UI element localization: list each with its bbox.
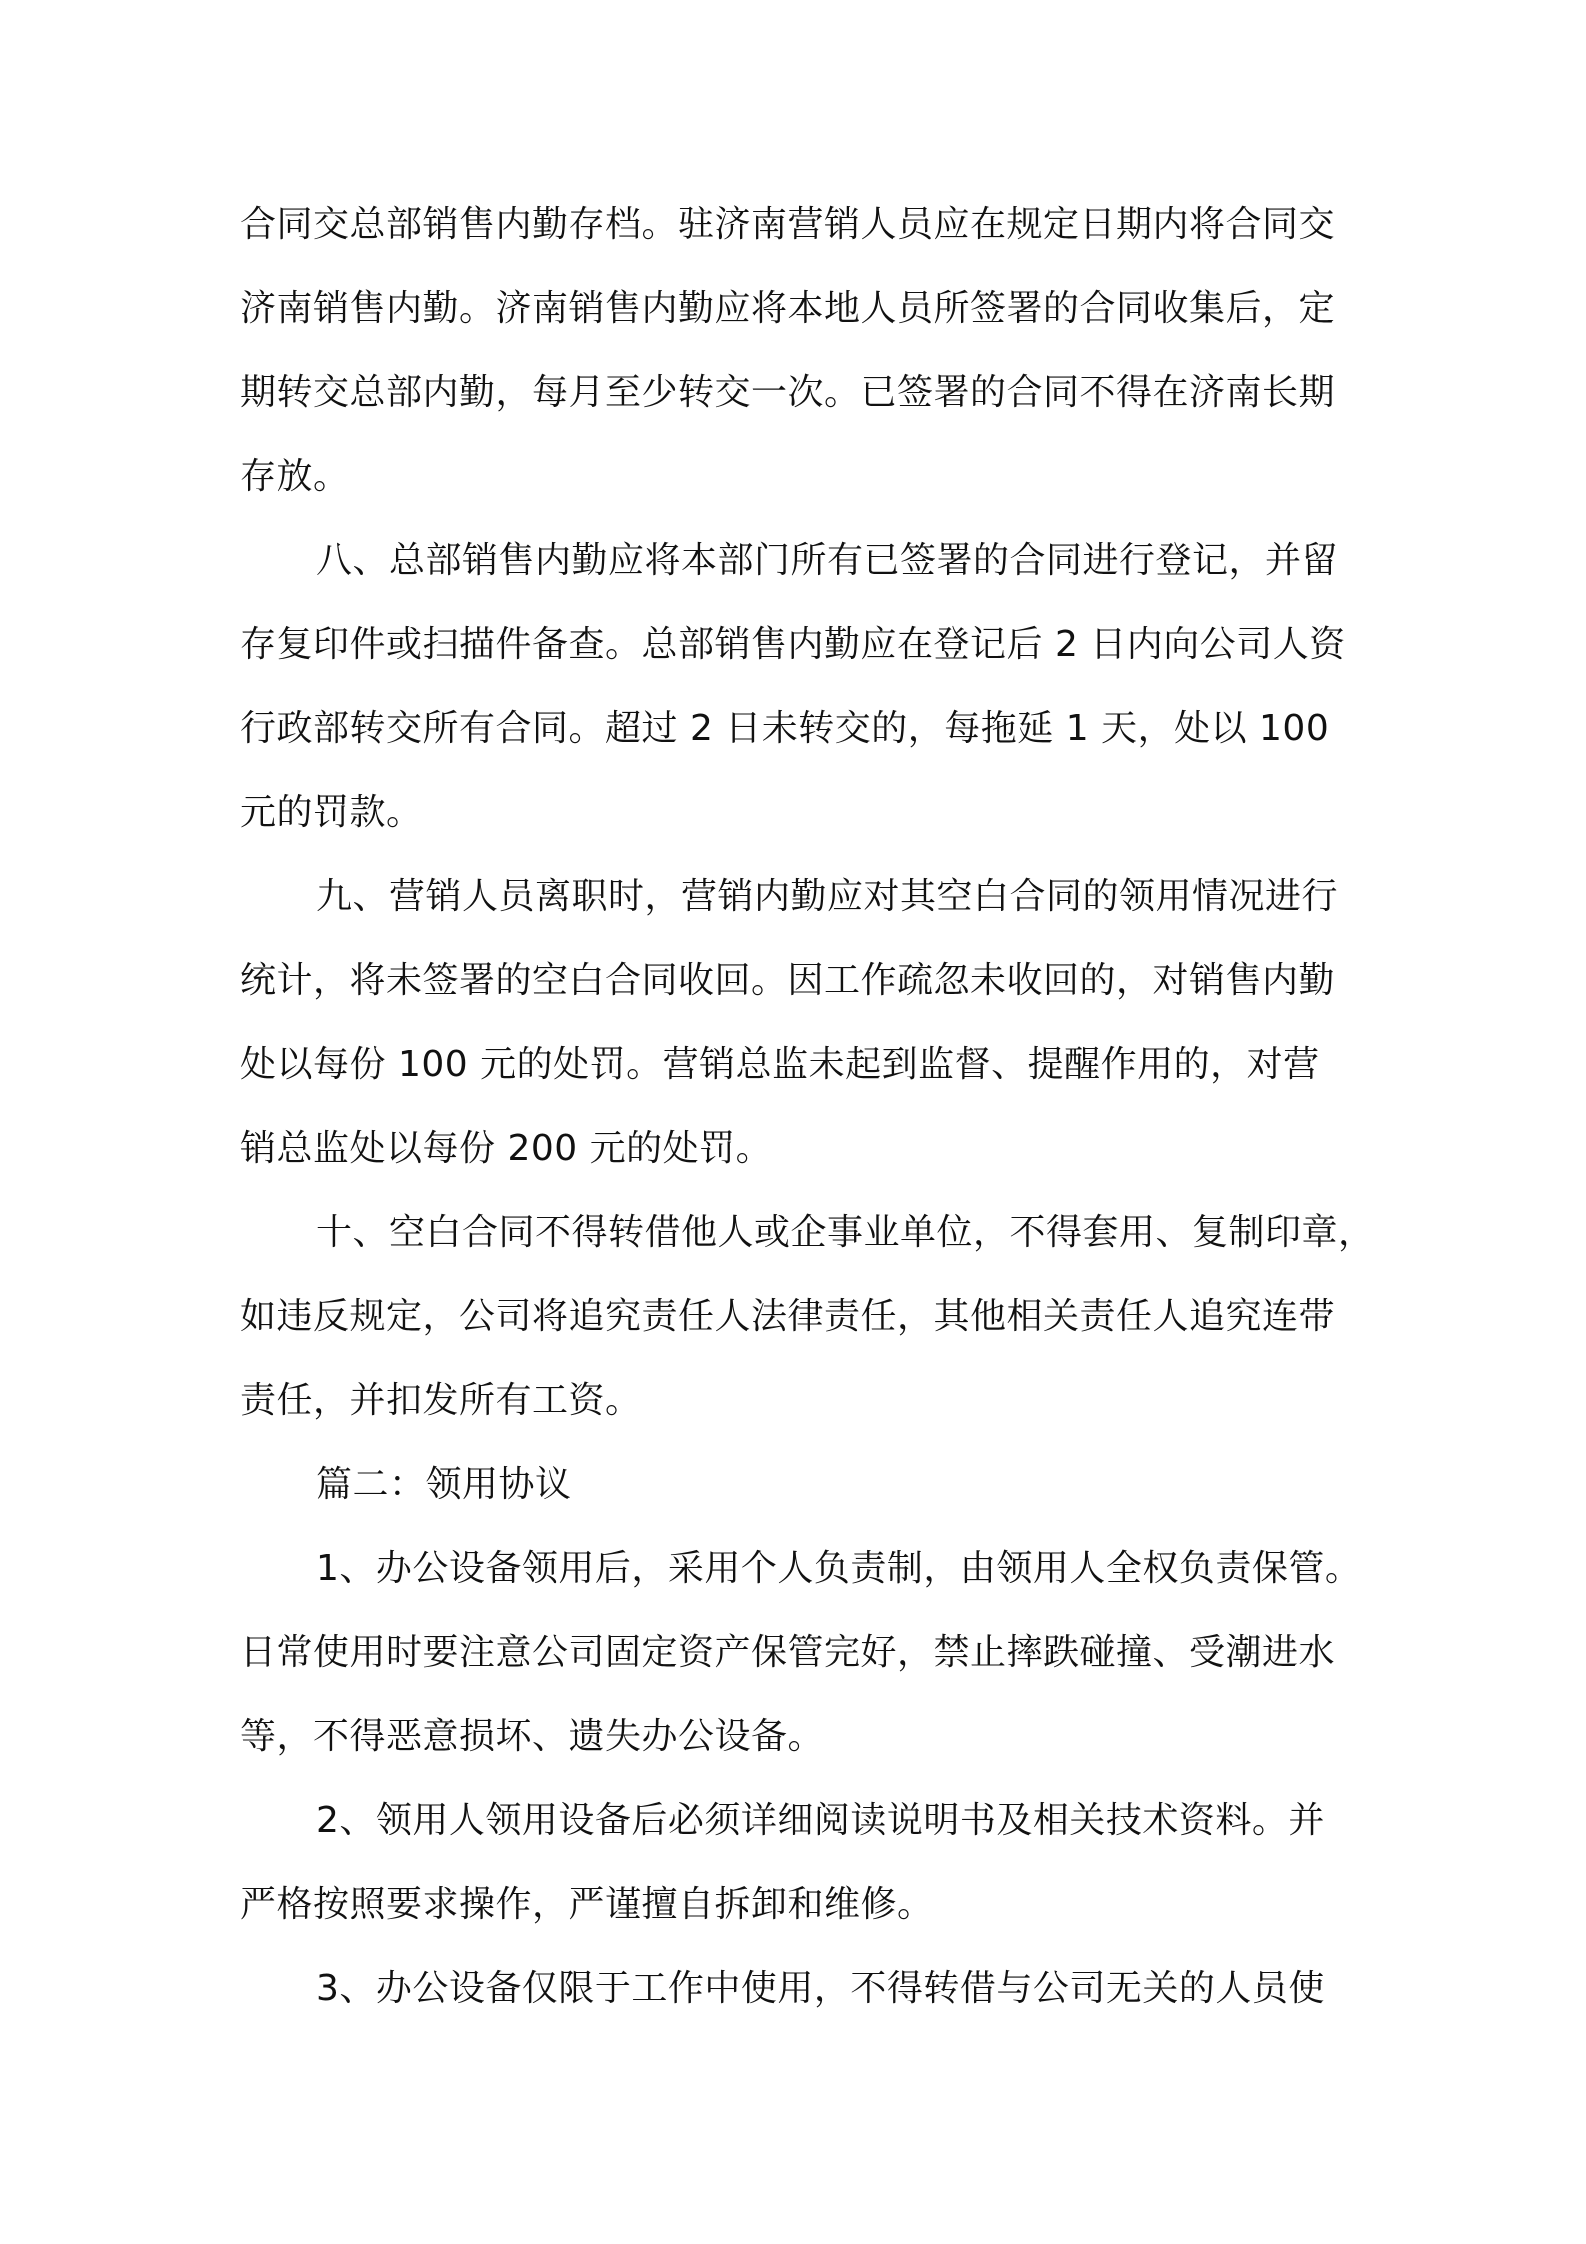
text-line: 如违反规定，公司将追究责任人法律责任，其他相关责任人追究连带 [240, 1296, 1336, 1337]
text-line: 存复印件或扫描件备查。总部销售内勤应在登记后 2 日内向公司人资 [240, 624, 1346, 665]
paragraph-start-line: 十、空白合同不得转借他人或企事业单位，不得套用、复制印章， [316, 1212, 1375, 1253]
text-line: 存放。 [240, 456, 350, 497]
paragraph-start-line: 3、办公设备仅限于工作中使用，不得转借与公司无关的人员使 [316, 1968, 1325, 2009]
text-line: 严格按照要求操作，严谨擅自拆卸和维修。 [240, 1884, 934, 1925]
text-line: 销总监处以每份 200 元的处罚。 [240, 1128, 773, 1169]
text-line: 合同交总部销售内勤存档。驻济南营销人员应在规定日期内将合同交 [240, 204, 1336, 245]
text-line: 行政部转交所有合同。超过 2 日未转交的，每拖延 1 天，处以 100 [240, 708, 1330, 749]
text-line: 处以每份 100 元的处罚。营销总监未起到监督、提醒作用的，对营 [240, 1044, 1320, 1085]
section-heading: 篇二：领用协议 [316, 1464, 572, 1505]
paragraph-start-line: 八、总部销售内勤应将本部门所有已签署的合同进行登记，并留 [316, 540, 1339, 581]
text-line: 济南销售内勤。济南销售内勤应将本地人员所签署的合同收集后，定 [240, 288, 1336, 329]
text-line: 责任，并扣发所有工资。 [240, 1380, 642, 1421]
paragraph-start-line: 1、办公设备领用后，采用个人负责制，由领用人全权负责保管。 [316, 1548, 1362, 1589]
paragraph-start-line: 九、营销人员离职时，营销内勤应对其空白合同的领用情况进行 [316, 876, 1339, 917]
text-line: 期转交总部内勤，每月至少转交一次。已签署的合同不得在济南长期 [240, 372, 1336, 413]
text-line: 等，不得恶意损坏、遗失办公设备。 [240, 1716, 825, 1757]
text-line: 日常使用时要注意公司固定资产保管完好，禁止摔跌碰撞、受潮进水 [240, 1632, 1336, 1673]
text-line: 元的罚款。 [240, 792, 423, 833]
paragraph-start-line: 2、领用人领用设备后必须详细阅读说明书及相关技术资料。并 [316, 1800, 1325, 1841]
text-line: 统计，将未签署的空白合同收回。因工作疏忽未收回的，对销售内勤 [240, 960, 1336, 1001]
